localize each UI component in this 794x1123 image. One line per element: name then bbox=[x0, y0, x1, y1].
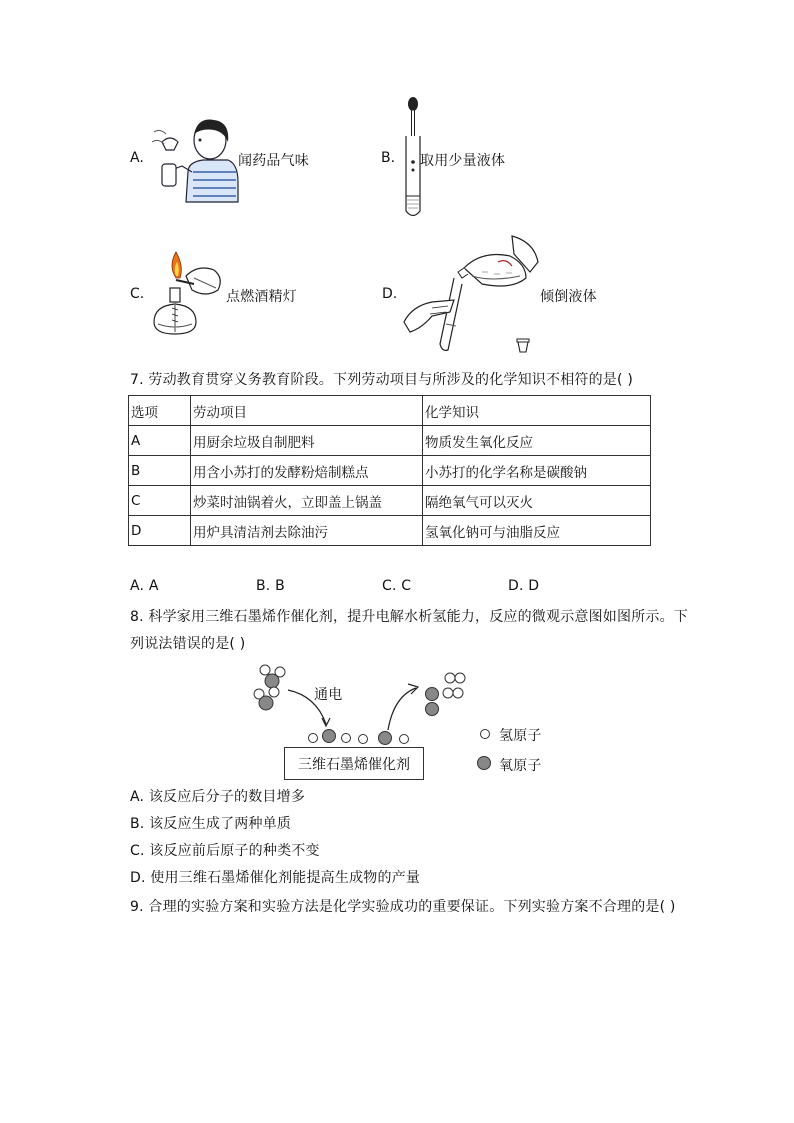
table-cell: 用厨余垃圾自制肥料 bbox=[191, 426, 423, 456]
water-molecule bbox=[260, 665, 285, 688]
table-header-cell: 选项 bbox=[129, 396, 191, 426]
hydrogen-molecule bbox=[443, 688, 463, 698]
arrow-label-electrolysis: 通电 bbox=[314, 687, 343, 703]
table-row bbox=[129, 456, 651, 486]
alcohol-lamp-illustration bbox=[146, 248, 228, 344]
hydrogen-molecule bbox=[445, 673, 465, 683]
q8-choice-b: B. 该反应生成了两种单质 bbox=[130, 816, 292, 832]
legend-hydrogen-icon bbox=[478, 727, 492, 741]
legend-oxygen-label: 氧原子 bbox=[499, 758, 542, 774]
question-8-stem-line2: 列说法错误的是( ) bbox=[130, 636, 246, 652]
option-a-text: 闻药品气味 bbox=[238, 153, 309, 169]
question-8-stem-line1: 8. 科学家用三维石墨烯作催化剂，提升电解水析氢能力，反应的微观示意图如图所示。下 bbox=[130, 609, 689, 625]
table-cell: 用含小苏打的发酵粉焙制糕点 bbox=[191, 456, 423, 486]
option-d-letter: D. bbox=[382, 286, 398, 302]
table-row bbox=[129, 516, 651, 546]
table-header-cell: 劳动项目 bbox=[191, 396, 423, 426]
oxygen-molecule bbox=[426, 688, 439, 716]
q7-choice-c: C. C bbox=[382, 578, 412, 594]
catalyst-box bbox=[284, 747, 424, 780]
table-cell: 氢氧化钠可与油脂反应 bbox=[423, 516, 651, 546]
table-header-row bbox=[129, 396, 651, 426]
table-cell: 隔绝氧气可以灭火 bbox=[423, 486, 651, 516]
table-cell: 炒菜时油锅着火，立即盖上锅盖 bbox=[191, 486, 423, 516]
option-b-text: 取用少量液体 bbox=[420, 153, 506, 169]
q8-choice-d: D. 使用三维石墨烯催化剂能提高生成物的产量 bbox=[130, 870, 421, 886]
legend-oxygen-icon bbox=[476, 755, 492, 771]
question-9-stem: 9. 合理的实验方案和实验方法是化学实验成功的重要保证。下列实验方案不合理的是( ) bbox=[130, 899, 676, 915]
smelling-chemical-illustration bbox=[148, 112, 240, 204]
table-cell: B bbox=[129, 456, 191, 486]
legend-hydrogen-label: 氢原子 bbox=[499, 728, 542, 744]
table-cell: 小苏打的化学名称是碳酸钠 bbox=[423, 456, 651, 486]
table-cell: C bbox=[129, 486, 191, 516]
question-7-stem: 7. 劳动教育贯穿义务教育阶段。下列劳动项目与所涉及的化学知识不相符的是( ) bbox=[130, 372, 633, 388]
table-row bbox=[129, 486, 651, 516]
table-cell: A bbox=[129, 426, 191, 456]
q7-choice-a: A. A bbox=[130, 578, 159, 594]
option-b-letter: B. bbox=[381, 150, 396, 166]
table-header-cell: 化学知识 bbox=[423, 396, 651, 426]
table-cell: 用炉具清洁剂去除油污 bbox=[191, 516, 423, 546]
table-cell: D bbox=[129, 516, 191, 546]
option-c-letter: C. bbox=[130, 286, 145, 302]
water-molecule bbox=[254, 687, 279, 710]
table-row bbox=[129, 426, 651, 456]
catalyst-label: 三维石墨烯催化剂 bbox=[298, 756, 410, 773]
reaction-diagram bbox=[250, 656, 480, 748]
option-c-text: 点燃酒精灯 bbox=[226, 289, 297, 305]
q7-choice-b: B. B bbox=[256, 578, 285, 594]
option-a-letter: A. bbox=[130, 150, 144, 166]
q8-choice-a: A. 该反应后分子的数目增多 bbox=[130, 789, 306, 805]
pouring-liquid-illustration bbox=[402, 232, 542, 356]
labor-knowledge-table bbox=[128, 395, 651, 546]
option-d-text: 倾倒液体 bbox=[540, 289, 597, 305]
table-cell: 物质发生氧化反应 bbox=[423, 426, 651, 456]
q8-choice-c: C. 该反应前后原子的种类不变 bbox=[130, 843, 320, 859]
q7-choice-d: D. D bbox=[508, 578, 540, 594]
